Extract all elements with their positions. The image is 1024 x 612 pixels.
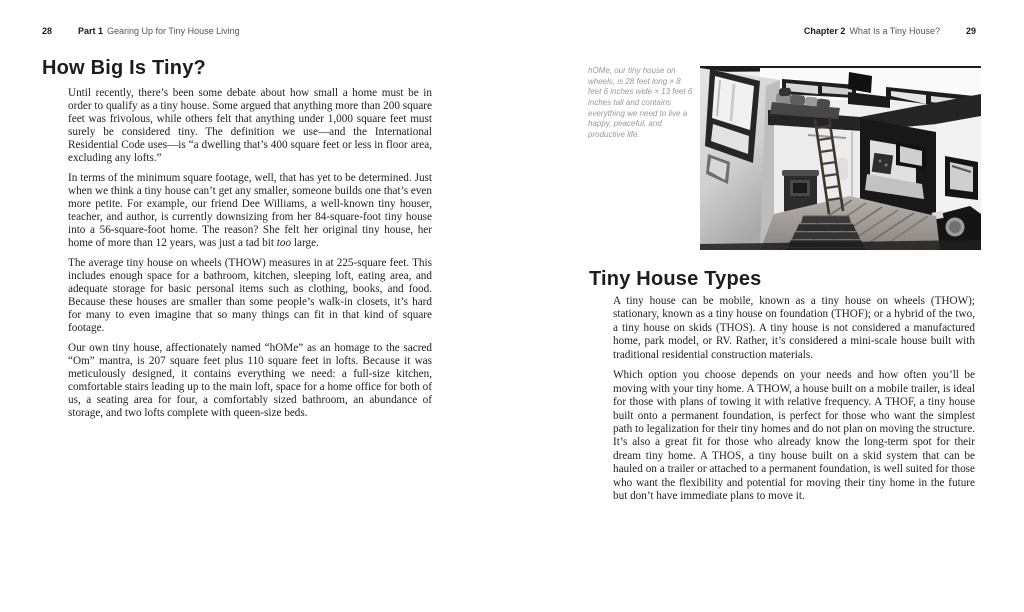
chapter-title: What Is a Tiny House?	[849, 26, 940, 36]
page-number-left: 28	[42, 26, 53, 36]
paragraph: Our own tiny house, affectionately named “hOMe” as an homage to the sacred “Om” mantra, is 207 square feet plus 110 square feet in lofts. Because it was meticulously designed, it contains everything we need: a full-size kitchen, comfortable stairs leading up to the main loft, space for a home office for both of us, a seating area for four, a comfortably sized bathroom, an abundance of storage, and two lofts complete with queen-size beds.	[68, 341, 432, 419]
running-head-left	[42, 26, 240, 36]
paragraph	[68, 172, 432, 250]
paragraph: Until recently, there’s been some debate about how small a home must be in order to qualify as a tiny house. Some argued that anything more than 200 square feet was frivolous, while others felt that anything under 1,000 square feet must surely be considered tiny. The definition we use—and the International Residential Code uses—is “a dwelling that’s 400 square feet or less in floor area, excluding any lofts.”	[68, 87, 432, 164]
page-title: How Big Is Tiny?	[42, 57, 206, 79]
part-label: Part 1	[78, 26, 104, 36]
right-body-text	[613, 295, 975, 511]
alcove-window	[945, 156, 978, 200]
part-title: Gearing Up for Tiny House Living	[107, 26, 240, 36]
paragraph: Which option you choose depends on your needs and how often you’ll be moving with your tiny home. A THOW, a house built on a mobile trailer, is ideal for those with plans of towing it with relative frequency. A THOF, a tiny house built onto a permanent foundation, is perfect for those who want the simplest path to legalization for their tiny homes and do not plan on moving the structure. It’s also a great fit for those who already know the long-term spot for their dream tiny home. A THOS, a tiny house built on a skid system that can be hauled on a trailer or attached to a permanent foundation, is well suited for those who want the flexibility and potential for moving their tiny home in the future but don’t have immediate plans to move it.	[613, 369, 975, 503]
tiny-house-interior-photo	[700, 66, 981, 250]
left-window	[705, 69, 760, 163]
running-head-right	[804, 26, 976, 36]
tiny-house-interior-illustration	[700, 66, 981, 250]
emphasized-word: too	[276, 236, 292, 249]
paragraph: The average tiny house on wheels (THOW) measures in at 225-square feet. This includes enough space for a bathroom, kitchen, sleeping loft, eating area, and adequate storage for basic personal items such as clothing, books, and food. Because these houses are smaller than some people’s walk-in closets, it’s hard for many to even imagine that so many things can fit in that kind of square footage.	[68, 256, 432, 334]
paragraph-text: In terms of the minimum square footage, well, that has yet to be determined. Just when we think a tiny house can’t get any smaller, someone builds one that’s even more petite. For example, our friend Dee Williams, a well-known tiny houser, teacher, and author, is currently downsizing from her 84-square-foot tiny house into a 56-square-foot home. The reason? She felt her original tiny house, her home of more than 12 years, was just a tad bit	[68, 171, 432, 249]
paragraph-text: large.	[291, 236, 319, 249]
page-number-right: 29	[965, 26, 976, 36]
chapter-label: Chapter 2	[803, 26, 846, 36]
figure-caption: hOMe, our tiny house on wheels, is 28 feet long × 8 feet 6 inches wide × 13 feet 6 inches tall and contains everything we need to live a happy, peaceful, and productive life.	[588, 66, 693, 139]
left-body-text	[68, 87, 432, 427]
section-title: Tiny House Types	[589, 268, 762, 290]
paragraph: A tiny house can be mobile, known as a tiny house on wheels (THOW); stationary, known as a tiny house on foundation (THOF); or a hybrid of the two, a tiny house on skids (THOS). A tiny house is not considered a manufactured home, park model, or RV. Rather, it’s considered a mini-scale house built with traditional residential construction materials.	[613, 295, 975, 361]
